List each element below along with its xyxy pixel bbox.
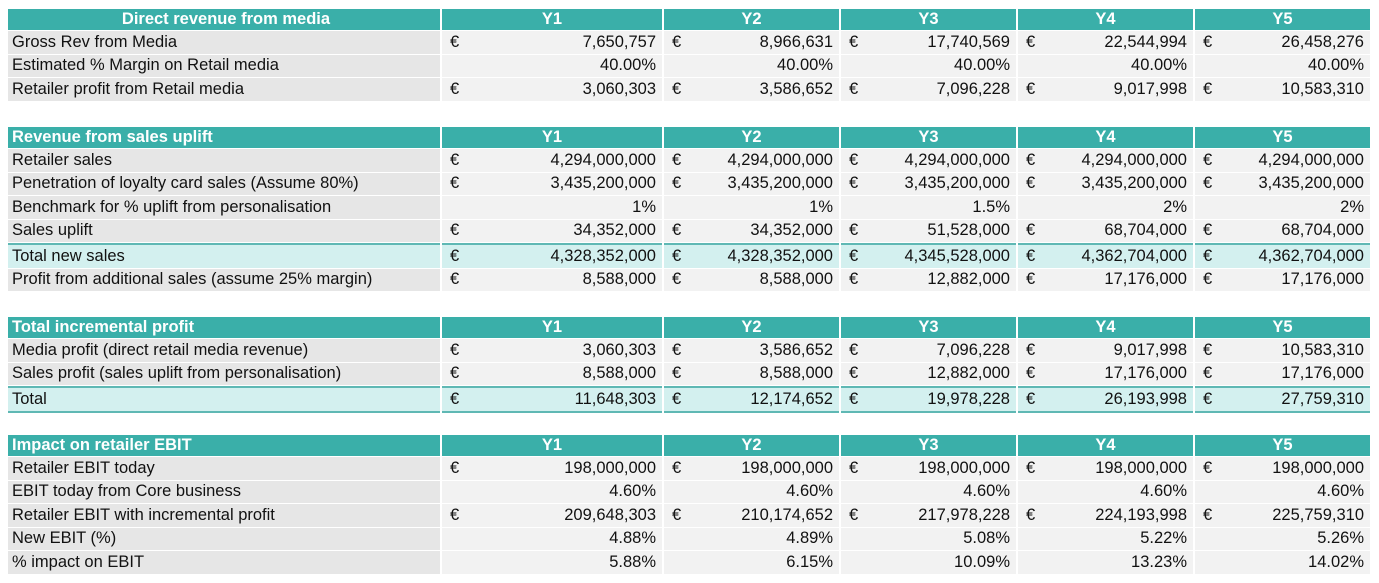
column-header-y1: Y1 <box>442 435 662 456</box>
euro-currency-symbol: € <box>672 505 682 524</box>
cell-value: 3,586,652 <box>759 340 833 359</box>
euro-currency-symbol: € <box>450 150 460 169</box>
cell-value: 7,096,228 <box>936 79 1010 98</box>
value-cell-y3 <box>841 528 1016 551</box>
value-cell-y1 <box>442 386 662 413</box>
column-header-y4: Y4 <box>1018 435 1193 456</box>
cell-value: 4,294,000,000 <box>550 150 656 169</box>
cell-value: 3,435,200,000 <box>1258 174 1364 193</box>
section-title: Revenue from sales uplift <box>8 127 440 148</box>
cell-value: 2% <box>1163 197 1187 216</box>
cell-value: 68,704,000 <box>1104 221 1187 240</box>
value-cell-y1 <box>442 220 662 243</box>
value-cell-y1 <box>442 504 662 527</box>
cell-value: 1% <box>632 197 656 216</box>
column-header-y4: Y4 <box>1018 317 1193 338</box>
euro-currency-symbol: € <box>450 389 460 408</box>
value-cell-y4 <box>1018 173 1193 196</box>
section-title: Impact on retailer EBIT <box>8 435 440 456</box>
row-label: Retailer EBIT with incremental profit <box>8 504 440 527</box>
cell-value: 8,588,000 <box>582 270 656 289</box>
cell-value: 17,176,000 <box>1104 270 1187 289</box>
column-header-y5: Y5 <box>1195 317 1370 338</box>
euro-currency-symbol: € <box>1026 150 1036 169</box>
cell-value: 4.60% <box>1140 482 1187 501</box>
cell-value: 17,176,000 <box>1281 364 1364 383</box>
cell-value: 5.22% <box>1140 529 1187 548</box>
value-cell-y3 <box>841 78 1016 101</box>
euro-currency-symbol: € <box>849 458 859 477</box>
euro-currency-symbol: € <box>1203 340 1213 359</box>
table-row <box>8 78 1370 101</box>
cell-value: 1.5% <box>972 197 1010 216</box>
euro-currency-symbol: € <box>849 340 859 359</box>
value-cell-y5 <box>1195 457 1370 480</box>
row-label: Sales uplift <box>8 220 440 243</box>
value-cell-y2 <box>664 386 839 413</box>
value-cell-y4 <box>1018 78 1193 101</box>
cell-value: 3,435,200,000 <box>727 174 833 193</box>
cell-value: 8,588,000 <box>759 270 833 289</box>
value-cell-y5 <box>1195 31 1370 54</box>
cell-value: 210,174,652 <box>741 505 833 524</box>
euro-currency-symbol: € <box>1026 221 1036 240</box>
euro-currency-symbol: € <box>1203 221 1213 240</box>
table-impact-on-retailer-ebit <box>6 434 1372 575</box>
cell-value: 9,017,998 <box>1113 79 1187 98</box>
cell-value: 40.00% <box>1131 56 1187 75</box>
value-cell-y2 <box>664 504 839 527</box>
cell-value: 12,882,000 <box>927 364 1010 383</box>
value-cell-y5 <box>1195 173 1370 196</box>
cell-value: 3,435,200,000 <box>550 174 656 193</box>
value-cell-y1 <box>442 31 662 54</box>
cell-value: 4.60% <box>963 482 1010 501</box>
euro-currency-symbol: € <box>672 221 682 240</box>
column-header-y4: Y4 <box>1018 127 1193 148</box>
euro-currency-symbol: € <box>1203 505 1213 524</box>
column-header-y2: Y2 <box>664 127 839 148</box>
column-header-y4: Y4 <box>1018 9 1193 30</box>
column-header-y3: Y3 <box>841 435 1016 456</box>
cell-value: 4,294,000,000 <box>727 150 833 169</box>
euro-currency-symbol: € <box>450 364 460 383</box>
euro-currency-symbol: € <box>450 246 460 265</box>
euro-currency-symbol: € <box>849 270 859 289</box>
value-cell-y1 <box>442 78 662 101</box>
column-header-y5: Y5 <box>1195 127 1370 148</box>
cell-value: 10,583,310 <box>1281 79 1364 98</box>
value-cell-y1 <box>442 457 662 480</box>
value-cell-y3 <box>841 481 1016 504</box>
table-row <box>8 339 1370 362</box>
value-cell-y3 <box>841 386 1016 413</box>
value-cell-y4 <box>1018 528 1193 551</box>
cell-value: 198,000,000 <box>741 458 833 477</box>
value-cell-y5 <box>1195 551 1370 574</box>
cell-value: 10,583,310 <box>1281 340 1364 359</box>
euro-currency-symbol: € <box>1026 32 1036 51</box>
value-cell-y2 <box>664 173 839 196</box>
cell-value: 40.00% <box>777 56 833 75</box>
table-row <box>8 457 1370 480</box>
row-label: Gross Rev from Media <box>8 31 440 54</box>
value-cell-y2 <box>664 31 839 54</box>
euro-currency-symbol: € <box>849 174 859 193</box>
value-cell-y2 <box>664 220 839 243</box>
value-cell-y1 <box>442 339 662 362</box>
value-cell-y1 <box>442 243 662 268</box>
cell-value: 12,882,000 <box>927 270 1010 289</box>
column-header-y1: Y1 <box>442 127 662 148</box>
value-cell-y4 <box>1018 363 1193 386</box>
value-cell-y5 <box>1195 363 1370 386</box>
cell-value: 5.26% <box>1317 529 1364 548</box>
euro-currency-symbol: € <box>1026 270 1036 289</box>
euro-currency-symbol: € <box>672 79 682 98</box>
cell-value: 26,193,998 <box>1104 389 1187 408</box>
value-cell-y4 <box>1018 481 1193 504</box>
euro-currency-symbol: € <box>450 458 460 477</box>
total-row <box>8 243 1370 268</box>
cell-value: 19,978,228 <box>927 389 1010 408</box>
cell-value: 7,096,228 <box>936 340 1010 359</box>
row-label: Retailer EBIT today <box>8 457 440 480</box>
value-cell-y4 <box>1018 55 1193 78</box>
euro-currency-symbol: € <box>672 32 682 51</box>
value-cell-y4 <box>1018 551 1193 574</box>
value-cell-y5 <box>1195 78 1370 101</box>
cell-value: 5.08% <box>963 529 1010 548</box>
euro-currency-symbol: € <box>1026 79 1036 98</box>
euro-currency-symbol: € <box>450 340 460 359</box>
value-cell-y2 <box>664 457 839 480</box>
value-cell-y5 <box>1195 55 1370 78</box>
table-row <box>8 551 1370 574</box>
cell-value: 1% <box>809 197 833 216</box>
cell-value: 51,528,000 <box>927 221 1010 240</box>
row-label: Total new sales <box>8 243 440 268</box>
cell-value: 224,193,998 <box>1095 505 1187 524</box>
euro-currency-symbol: € <box>849 389 859 408</box>
cell-value: 13.23% <box>1131 552 1187 571</box>
section-title: Total incremental profit <box>8 317 440 338</box>
value-cell-y4 <box>1018 457 1193 480</box>
value-cell-y5 <box>1195 386 1370 413</box>
cell-value: 4,294,000,000 <box>1081 150 1187 169</box>
value-cell-y4 <box>1018 386 1193 413</box>
value-cell-y3 <box>841 339 1016 362</box>
cell-value: 4,362,704,000 <box>1258 246 1364 265</box>
cell-value: 209,648,303 <box>564 505 656 524</box>
cell-value: 3,435,200,000 <box>1081 174 1187 193</box>
value-cell-y5 <box>1195 196 1370 219</box>
euro-currency-symbol: € <box>450 79 460 98</box>
column-header-y2: Y2 <box>664 435 839 456</box>
value-cell-y1 <box>442 196 662 219</box>
column-header-y5: Y5 <box>1195 435 1370 456</box>
euro-currency-symbol: € <box>1203 150 1213 169</box>
cell-value: 6.15% <box>786 552 833 571</box>
euro-currency-symbol: € <box>672 364 682 383</box>
cell-value: 26,458,276 <box>1281 32 1364 51</box>
section-title: Direct revenue from media <box>8 9 440 30</box>
value-cell-y4 <box>1018 504 1193 527</box>
euro-currency-symbol: € <box>849 364 859 383</box>
row-label: New EBIT (%) <box>8 528 440 551</box>
euro-currency-symbol: € <box>849 246 859 265</box>
euro-currency-symbol: € <box>849 505 859 524</box>
table-row <box>8 363 1370 386</box>
value-cell-y2 <box>664 269 839 292</box>
cell-value: 4.60% <box>609 482 656 501</box>
value-cell-y2 <box>664 339 839 362</box>
cell-value: 4,328,352,000 <box>550 246 656 265</box>
cell-value: 34,352,000 <box>750 221 833 240</box>
column-header-y3: Y3 <box>841 127 1016 148</box>
euro-currency-symbol: € <box>672 150 682 169</box>
row-label: Sales profit (sales uplift from personalisation) <box>8 363 440 386</box>
value-cell-y4 <box>1018 196 1193 219</box>
column-header-y5: Y5 <box>1195 9 1370 30</box>
cell-value: 2% <box>1340 197 1364 216</box>
value-cell-y2 <box>664 55 839 78</box>
cell-value: 198,000,000 <box>564 458 656 477</box>
cell-value: 9,017,998 <box>1113 340 1187 359</box>
cell-value: 10.09% <box>954 552 1010 571</box>
value-cell-y2 <box>664 551 839 574</box>
table-row <box>8 173 1370 196</box>
cell-value: 3,435,200,000 <box>904 174 1010 193</box>
value-cell-y2 <box>664 149 839 172</box>
value-cell-y1 <box>442 363 662 386</box>
value-cell-y1 <box>442 481 662 504</box>
section-header-row <box>8 435 1370 456</box>
value-cell-y1 <box>442 55 662 78</box>
cell-value: 4.60% <box>786 482 833 501</box>
value-cell-y5 <box>1195 481 1370 504</box>
table-row <box>8 481 1370 504</box>
euro-currency-symbol: € <box>450 270 460 289</box>
value-cell-y3 <box>841 457 1016 480</box>
value-cell-y4 <box>1018 339 1193 362</box>
cell-value: 40.00% <box>600 56 656 75</box>
row-label: Retailer sales <box>8 149 440 172</box>
column-header-y3: Y3 <box>841 317 1016 338</box>
section-header-row <box>8 317 1370 338</box>
cell-value: 4,294,000,000 <box>1258 150 1364 169</box>
euro-currency-symbol: € <box>1026 389 1036 408</box>
cell-value: 17,176,000 <box>1104 364 1187 383</box>
cell-value: 8,588,000 <box>759 364 833 383</box>
value-cell-y5 <box>1195 504 1370 527</box>
value-cell-y3 <box>841 504 1016 527</box>
cell-value: 27,759,310 <box>1281 389 1364 408</box>
cell-value: 8,966,631 <box>759 32 833 51</box>
euro-currency-symbol: € <box>849 221 859 240</box>
value-cell-y3 <box>841 149 1016 172</box>
table-row <box>8 31 1370 54</box>
table-total-incremental-profit <box>6 316 1372 414</box>
value-cell-y1 <box>442 528 662 551</box>
cell-value: 4.60% <box>1317 482 1364 501</box>
row-label: % impact on EBIT <box>8 551 440 574</box>
cell-value: 4,362,704,000 <box>1081 246 1187 265</box>
section-header-row <box>8 9 1370 30</box>
cell-value: 34,352,000 <box>573 221 656 240</box>
value-cell-y4 <box>1018 220 1193 243</box>
row-label: Penetration of loyalty card sales (Assume 80%) <box>8 173 440 196</box>
cell-value: 3,060,303 <box>582 340 656 359</box>
table-revenue-from-sales-uplift <box>6 126 1372 292</box>
value-cell-y5 <box>1195 269 1370 292</box>
euro-currency-symbol: € <box>450 174 460 193</box>
table-row <box>8 269 1370 292</box>
value-cell-y5 <box>1195 528 1370 551</box>
table-row <box>8 528 1370 551</box>
cell-value: 40.00% <box>1308 56 1364 75</box>
value-cell-y1 <box>442 551 662 574</box>
euro-currency-symbol: € <box>849 150 859 169</box>
euro-currency-symbol: € <box>1203 32 1213 51</box>
column-header-y2: Y2 <box>664 317 839 338</box>
cell-value: 17,740,569 <box>927 32 1010 51</box>
value-cell-y4 <box>1018 269 1193 292</box>
row-label: Retailer profit from Retail media <box>8 78 440 101</box>
euro-currency-symbol: € <box>672 458 682 477</box>
value-cell-y4 <box>1018 149 1193 172</box>
cell-value: 5.88% <box>609 552 656 571</box>
euro-currency-symbol: € <box>1203 270 1213 289</box>
table-row <box>8 220 1370 243</box>
value-cell-y3 <box>841 196 1016 219</box>
value-cell-y5 <box>1195 149 1370 172</box>
value-cell-y5 <box>1195 243 1370 268</box>
value-cell-y3 <box>841 55 1016 78</box>
value-cell-y4 <box>1018 243 1193 268</box>
cell-value: 40.00% <box>954 56 1010 75</box>
euro-currency-symbol: € <box>1203 458 1213 477</box>
cell-value: 217,978,228 <box>918 505 1010 524</box>
value-cell-y2 <box>664 363 839 386</box>
table-row <box>8 504 1370 527</box>
row-label: Estimated % Margin on Retail media <box>8 55 440 78</box>
value-cell-y4 <box>1018 31 1193 54</box>
column-header-y1: Y1 <box>442 317 662 338</box>
euro-currency-symbol: € <box>1203 389 1213 408</box>
row-label: Profit from additional sales (assume 25% margin) <box>8 269 440 292</box>
euro-currency-symbol: € <box>672 270 682 289</box>
euro-currency-symbol: € <box>672 340 682 359</box>
value-cell-y3 <box>841 31 1016 54</box>
value-cell-y2 <box>664 196 839 219</box>
value-cell-y5 <box>1195 220 1370 243</box>
euro-currency-symbol: € <box>1026 505 1036 524</box>
cell-value: 4,345,528,000 <box>904 246 1010 265</box>
euro-currency-symbol: € <box>1203 246 1213 265</box>
value-cell-y2 <box>664 243 839 268</box>
cell-value: 22,544,994 <box>1104 32 1187 51</box>
column-header-y3: Y3 <box>841 9 1016 30</box>
euro-currency-symbol: € <box>1026 458 1036 477</box>
euro-currency-symbol: € <box>1026 364 1036 383</box>
cell-value: 14.02% <box>1308 552 1364 571</box>
value-cell-y2 <box>664 528 839 551</box>
table-direct-revenue-from-media <box>6 8 1372 102</box>
value-cell-y3 <box>841 363 1016 386</box>
euro-currency-symbol: € <box>450 221 460 240</box>
cell-value: 225,759,310 <box>1272 505 1364 524</box>
cell-value: 4,294,000,000 <box>904 150 1010 169</box>
row-label: Benchmark for % uplift from personalisation <box>8 196 440 219</box>
cell-value: 68,704,000 <box>1281 221 1364 240</box>
value-cell-y3 <box>841 269 1016 292</box>
value-cell-y2 <box>664 481 839 504</box>
table-row <box>8 196 1370 219</box>
euro-currency-symbol: € <box>1203 79 1213 98</box>
section-header-row <box>8 127 1370 148</box>
row-label: Media profit (direct retail media revenue) <box>8 339 440 362</box>
euro-currency-symbol: € <box>672 246 682 265</box>
row-label: EBIT today from Core business <box>8 481 440 504</box>
euro-currency-symbol: € <box>1203 174 1213 193</box>
cell-value: 3,060,303 <box>582 79 656 98</box>
cell-value: 8,588,000 <box>582 364 656 383</box>
euro-currency-symbol: € <box>450 505 460 524</box>
euro-currency-symbol: € <box>450 32 460 51</box>
euro-currency-symbol: € <box>672 174 682 193</box>
cell-value: 4.89% <box>786 529 833 548</box>
value-cell-y1 <box>442 149 662 172</box>
euro-currency-symbol: € <box>849 32 859 51</box>
table-row <box>8 55 1370 78</box>
value-cell-y2 <box>664 78 839 101</box>
value-cell-y3 <box>841 243 1016 268</box>
cell-value: 7,650,757 <box>582 32 656 51</box>
euro-currency-symbol: € <box>1026 340 1036 359</box>
euro-currency-symbol: € <box>1026 246 1036 265</box>
cell-value: 3,586,652 <box>759 79 833 98</box>
table-row <box>8 149 1370 172</box>
value-cell-y1 <box>442 173 662 196</box>
column-header-y1: Y1 <box>442 9 662 30</box>
value-cell-y3 <box>841 551 1016 574</box>
column-header-y2: Y2 <box>664 9 839 30</box>
euro-currency-symbol: € <box>849 79 859 98</box>
value-cell-y3 <box>841 220 1016 243</box>
euro-currency-symbol: € <box>1203 364 1213 383</box>
cell-value: 12,174,652 <box>750 389 833 408</box>
euro-currency-symbol: € <box>1026 174 1036 193</box>
cell-value: 4.88% <box>609 529 656 548</box>
total-row <box>8 386 1370 413</box>
cell-value: 17,176,000 <box>1281 270 1364 289</box>
value-cell-y1 <box>442 269 662 292</box>
euro-currency-symbol: € <box>672 389 682 408</box>
value-cell-y3 <box>841 173 1016 196</box>
cell-value: 198,000,000 <box>1095 458 1187 477</box>
cell-value: 11,648,303 <box>574 389 656 408</box>
row-label: Total <box>8 386 440 413</box>
value-cell-y5 <box>1195 339 1370 362</box>
cell-value: 4,328,352,000 <box>727 246 833 265</box>
cell-value: 198,000,000 <box>1272 458 1364 477</box>
cell-value: 198,000,000 <box>918 458 1010 477</box>
